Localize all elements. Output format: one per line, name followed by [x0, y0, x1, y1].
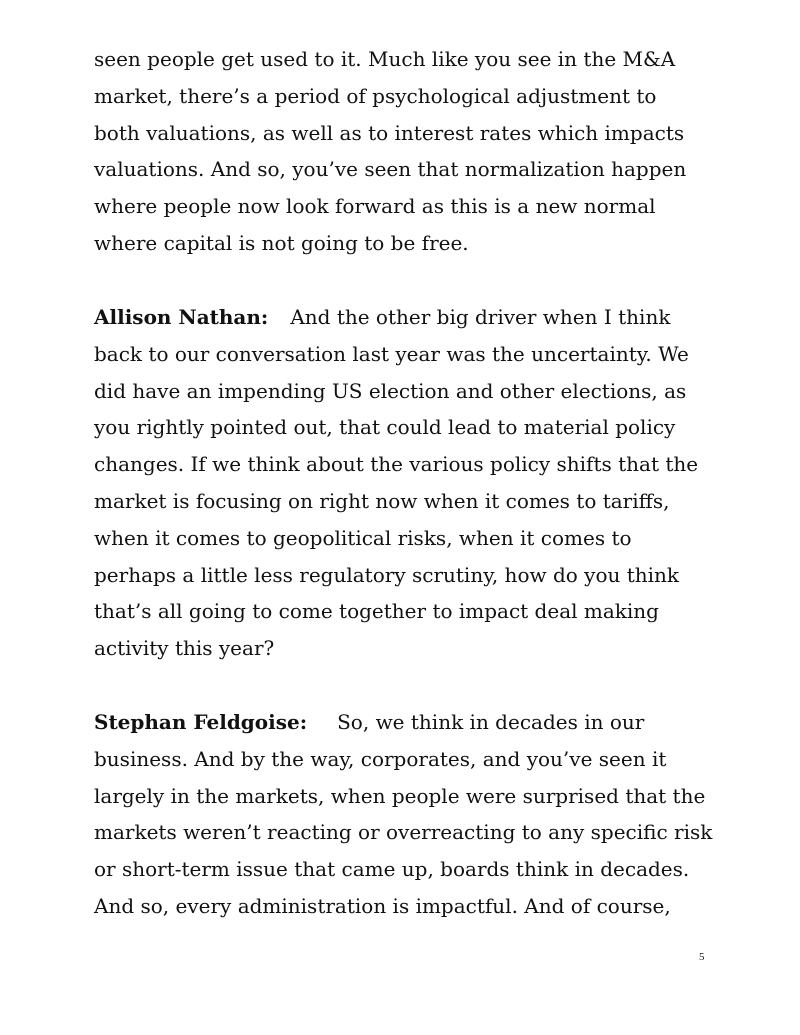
text-line: both valuations, as well as to interest rates which impacts — [94, 120, 685, 145]
text-line: markets weren’t reacting or overreacting to any specific risk — [94, 820, 713, 845]
text-line: that’s all going to come together to impact deal making — [94, 599, 659, 624]
paragraph-stephan-feldgoise — [94, 704, 734, 925]
text-line-first — [94, 299, 734, 336]
text-line: market is focusing on right now when it comes to tariffs, — [94, 488, 670, 513]
text-line: or short-term issue that came up, boards think in decades. — [94, 857, 690, 882]
text-line: activity this year? — [94, 636, 275, 661]
text-line: back to our conversation last year was the uncertainty. We — [94, 341, 689, 366]
text-line-first — [94, 704, 734, 741]
text-line: where people now look forward as this is a new normal — [94, 194, 656, 219]
text-line: And so, every administration is impactful. And of course, — [94, 893, 671, 918]
paragraph-allison-nathan — [94, 299, 734, 667]
text-line: changes. If we think about the various policy shifts that the — [94, 452, 699, 477]
text-line: valuations. And so, you’ve seen that normalization happen — [94, 157, 687, 182]
speech-text: And the other big driver when I think — [290, 305, 671, 329]
text-line: where capital is not going to be free. — [94, 230, 469, 255]
text-line: seen people get used to it. Much like you see in the M&A — [94, 47, 676, 71]
text-line: you rightly pointed out, that could lead to material policy — [94, 415, 676, 440]
speaker-name: Allison Nathan: — [94, 305, 269, 329]
speaker-name: Stephan Feldgoise: — [94, 710, 308, 734]
paragraph-continued — [94, 41, 734, 262]
text-line: largely in the markets, when people were surprised that the — [94, 783, 706, 808]
text-line: business. And by the way, corporates, and you’ve seen it — [94, 746, 667, 771]
text-line: market, there’s a period of psychological adjustment to — [94, 83, 657, 108]
text-line: when it comes to geopolitical risks, when it comes to — [94, 525, 632, 550]
text-line: perhaps a little less regulatory scrutiny, how do you think — [94, 562, 680, 587]
speech-text: So, we think in decades in our — [337, 710, 645, 734]
text-line: did have an impending US election and other elections, as — [94, 378, 687, 403]
page-number: 5 — [699, 951, 705, 963]
